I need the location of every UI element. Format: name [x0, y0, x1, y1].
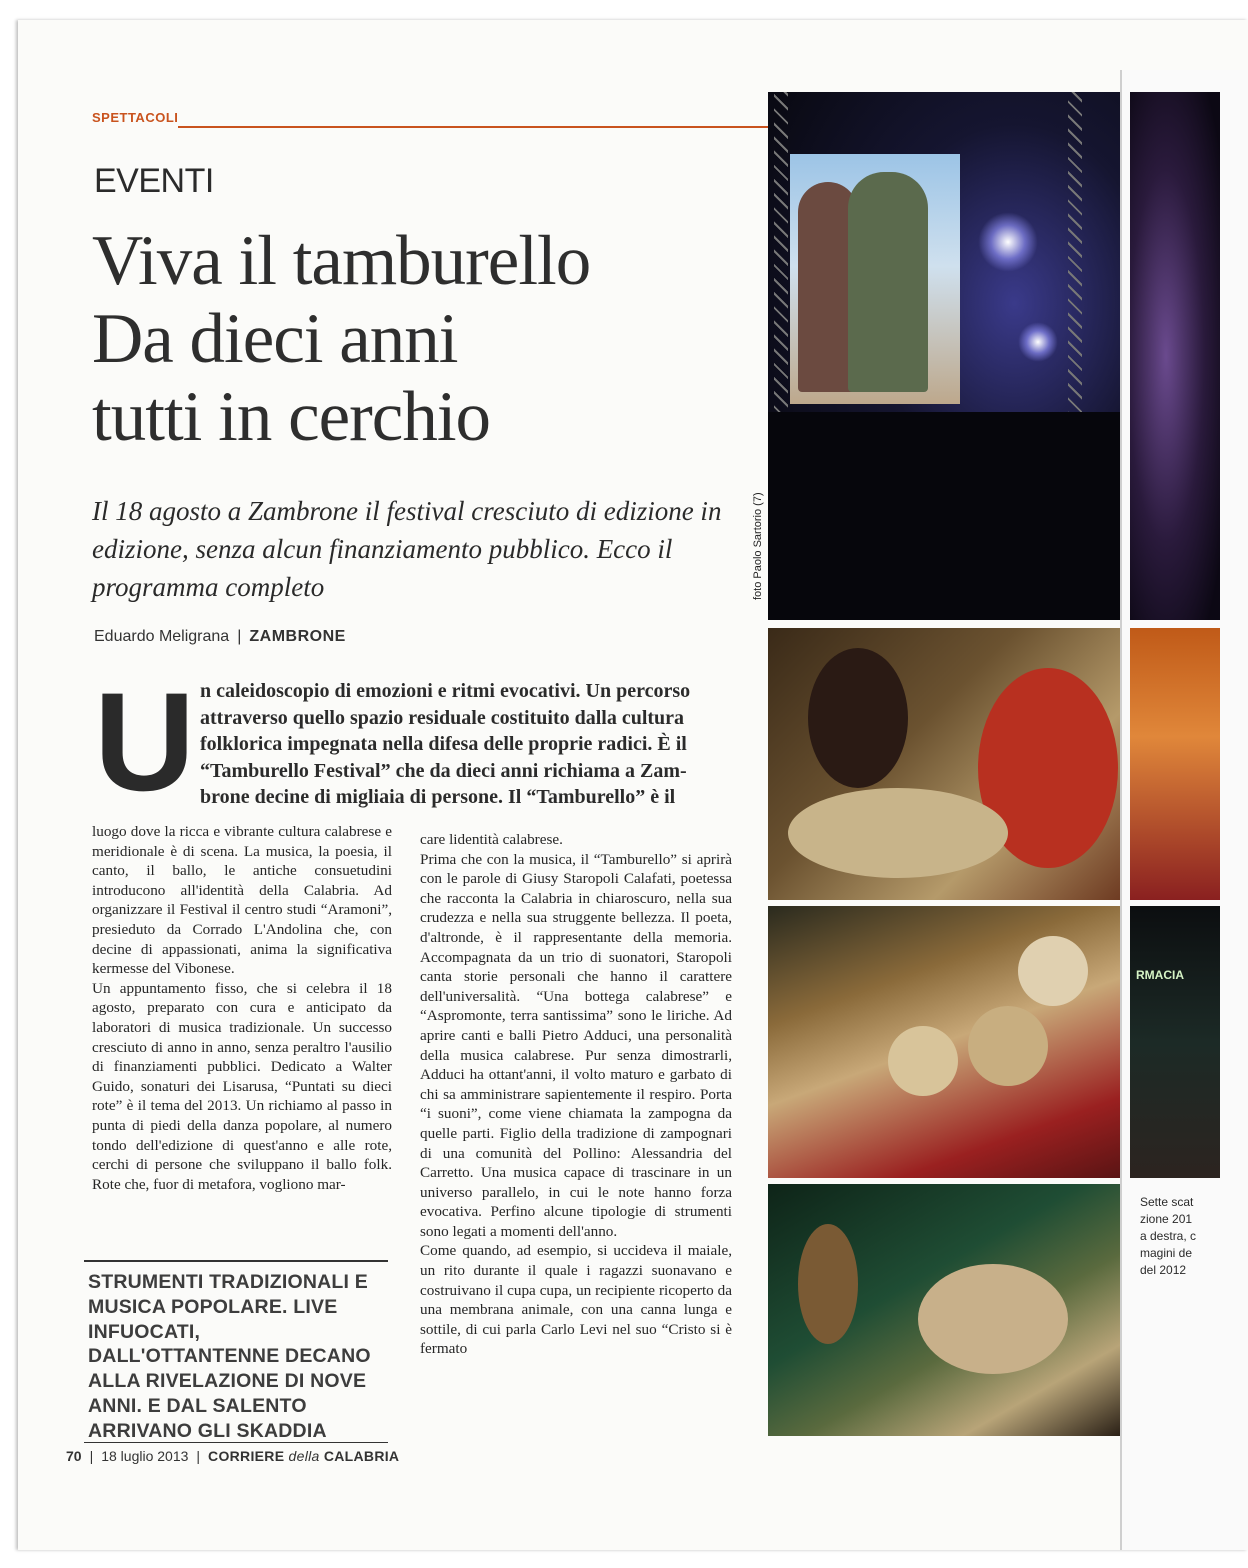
brand-part: della — [288, 1448, 320, 1464]
tambourine — [888, 1026, 958, 1096]
lead-line: attraverso quello spazio residuale costituito dalla cultura — [200, 706, 685, 729]
headline-line: tutti in cerchio — [92, 378, 491, 456]
author: Eduardo Meligrana — [94, 628, 230, 645]
headline-line: Da dieci anni — [92, 300, 458, 378]
page-number: 70 — [66, 1448, 82, 1464]
dateline: ZAMBRONE — [249, 628, 346, 645]
caption-line: del 2012 — [1140, 1263, 1187, 1277]
issue-date: 18 luglio 2013 — [101, 1448, 189, 1464]
brand-part: CALABRIA — [323, 1448, 400, 1464]
paragraph: Come quando, ad esempio, si uccideva il maiale, un rito durante il quale i ragazzi suonavano e costruivano il cupa cupa, un recipiente ricoperto da una membrana animale, con una canna lunga e sottile, di cui parla Carlo Levi nel suo “Cristo si è fermato — [420, 1242, 732, 1358]
brand-part: CORRIERE — [208, 1448, 285, 1464]
lead-line: brone decine di migliaia di persone. Il “Tamburello” è il — [200, 786, 676, 808]
paragraph: Prima che con la musica, il “Tamburello” si aprirà con le parole di Giusy Staropoli Calafati, poetessa che racconta la Calabria in chiaroscuro, nella sua crudezza e nella sua struggente bellezza. Il poeta, d'altronde, è il rappresentante della memoria. Accompagnata da un trio di suonatori, Staropoli canta storie personali che hanno il carattere dell'universalità. “Una bottega calabrese” e “Aspromonte, terra santissima” sono le liriche. Ad aprire canti e balli Pietro Adduci, una personalità della musica calabrese. Pur senza dimostrarli, Adduci ha ottant'anni, il volto maturo e garbato di chi sa amministrare sapientemente il respiro. Porta “i suoni”, come viene chiamata la zampogna da quelle parti. Figlio della tradizione di zampognari di una comunità del Pollino: Alessandria del Carretto. Una musica capace di trascinare in un universo parallelo, in cui le note hanno forza evocativa. Perfino alcune tipologie di strumenti sono legati a momenti dell'anno. — [420, 850, 732, 1240]
drop-cap: U — [94, 663, 196, 820]
lead-line: folklorica impegnata nella difesa delle proprie radici. È il — [200, 733, 687, 755]
byline: Eduardo Meligrana | ZAMBRONE — [94, 628, 346, 645]
caption-line: magini de — [1140, 1246, 1193, 1260]
body-column-2 — [420, 830, 732, 1359]
bagpipe-bag — [918, 1264, 1068, 1374]
caption-line: Sette scat — [1140, 1195, 1194, 1209]
standfirst: Il 18 agosto a Zambrone il festival cresciuto di edizione in edizione, senza alcun finanziamento pubblico. Ecco il programma completo — [92, 496, 722, 602]
section-rule — [178, 126, 770, 128]
instrument-stall-photo — [768, 628, 1120, 900]
lead-line: “Tamburello Festival” che da dieci anni richiama a Zam- — [200, 759, 687, 782]
bagpipe-photo — [768, 1184, 1120, 1436]
concert-stage-photo — [768, 92, 1120, 620]
tambourines-photo — [768, 906, 1120, 1178]
adjacent-photo — [1130, 628, 1220, 900]
paragraph: care lidentità calabrese. — [420, 831, 563, 848]
headline-line: Viva il tamburello — [92, 222, 591, 300]
stage-truss — [774, 92, 788, 422]
tambourine — [1018, 936, 1088, 1006]
adjacent-photo — [1130, 92, 1220, 620]
photo-credit: foto Paolo Sartorio (7) — [752, 492, 764, 600]
figure — [808, 648, 908, 788]
headline — [92, 222, 752, 456]
pullquote: STRUMENTI TRADIZIONALI E MUSICA POPOLARE. LIVE INFUOCATI, DALL'OTTANTENNE DECANO ALLA RIVELAZIONE DI NOVE ANNI. E DAL SALENTO ARRIVANO GLI SKADDIA — [88, 1271, 371, 1442]
kicker: EVENTI — [94, 162, 214, 200]
shop-sign: RMACIA — [1136, 968, 1184, 982]
lead-paragraph — [200, 678, 772, 811]
table — [788, 788, 1008, 878]
lead-line: n caleidoscopio di emozioni e ritmi evocativi. Un percorso — [200, 680, 691, 702]
pullquote-rule — [84, 1260, 388, 1262]
paragraph: luogo dove la ricca e vibrante cultura calabrese e meridionale è di scena. La musica, la poesia, il canto, il ballo, le antiche consuetudini introducono all'identità della Calabria. Ad organizzare il Festival il centro studi “Aramoni”, presieduto da Corrado L'Andolina che, con decine di appassionati, anima la significativa kermesse del Vibonese. — [92, 823, 392, 978]
stage — [768, 412, 1120, 620]
caption-line: a destra, c — [1140, 1229, 1197, 1243]
stage-light — [1018, 322, 1058, 362]
pullquote-rule — [84, 1442, 388, 1443]
paragraph: Un appuntamento fisso, che si celebra il 18 agosto, preparato con cura e anticipato da laboratori di musica tradizionale. Un successo cresciuto di anno in anno, senza peraltro l'ausilio di finanziamenti pubblici. Dedicato a Walter Guido, sonaturi dei Lisarusa, “Puntati su dieci rote” è il tema del 2013. Un richiamo al passo in punta di piedi della danza popolare, al numero tondo dell'edizione di quest'anno e alle rote, cerchi di persone che sviluppano il ballo folk. Rote che, fuor di metafora, vogliono mar- — [92, 979, 392, 1193]
publication-name — [208, 1448, 399, 1464]
photo-caption — [1140, 1194, 1220, 1279]
instrument — [798, 1224, 858, 1344]
tambourine — [968, 1006, 1048, 1086]
caption-line: zione 201 — [1140, 1212, 1193, 1226]
figure — [848, 172, 928, 392]
page-footer: 70 | 18 luglio 2013 | CORRIERE della CALABRIA — [66, 1448, 400, 1464]
adjacent-photo — [1130, 906, 1220, 1178]
stage-light — [978, 212, 1038, 272]
section-label: SPETTACOLI — [92, 110, 179, 125]
body-column-1 — [92, 822, 392, 1194]
